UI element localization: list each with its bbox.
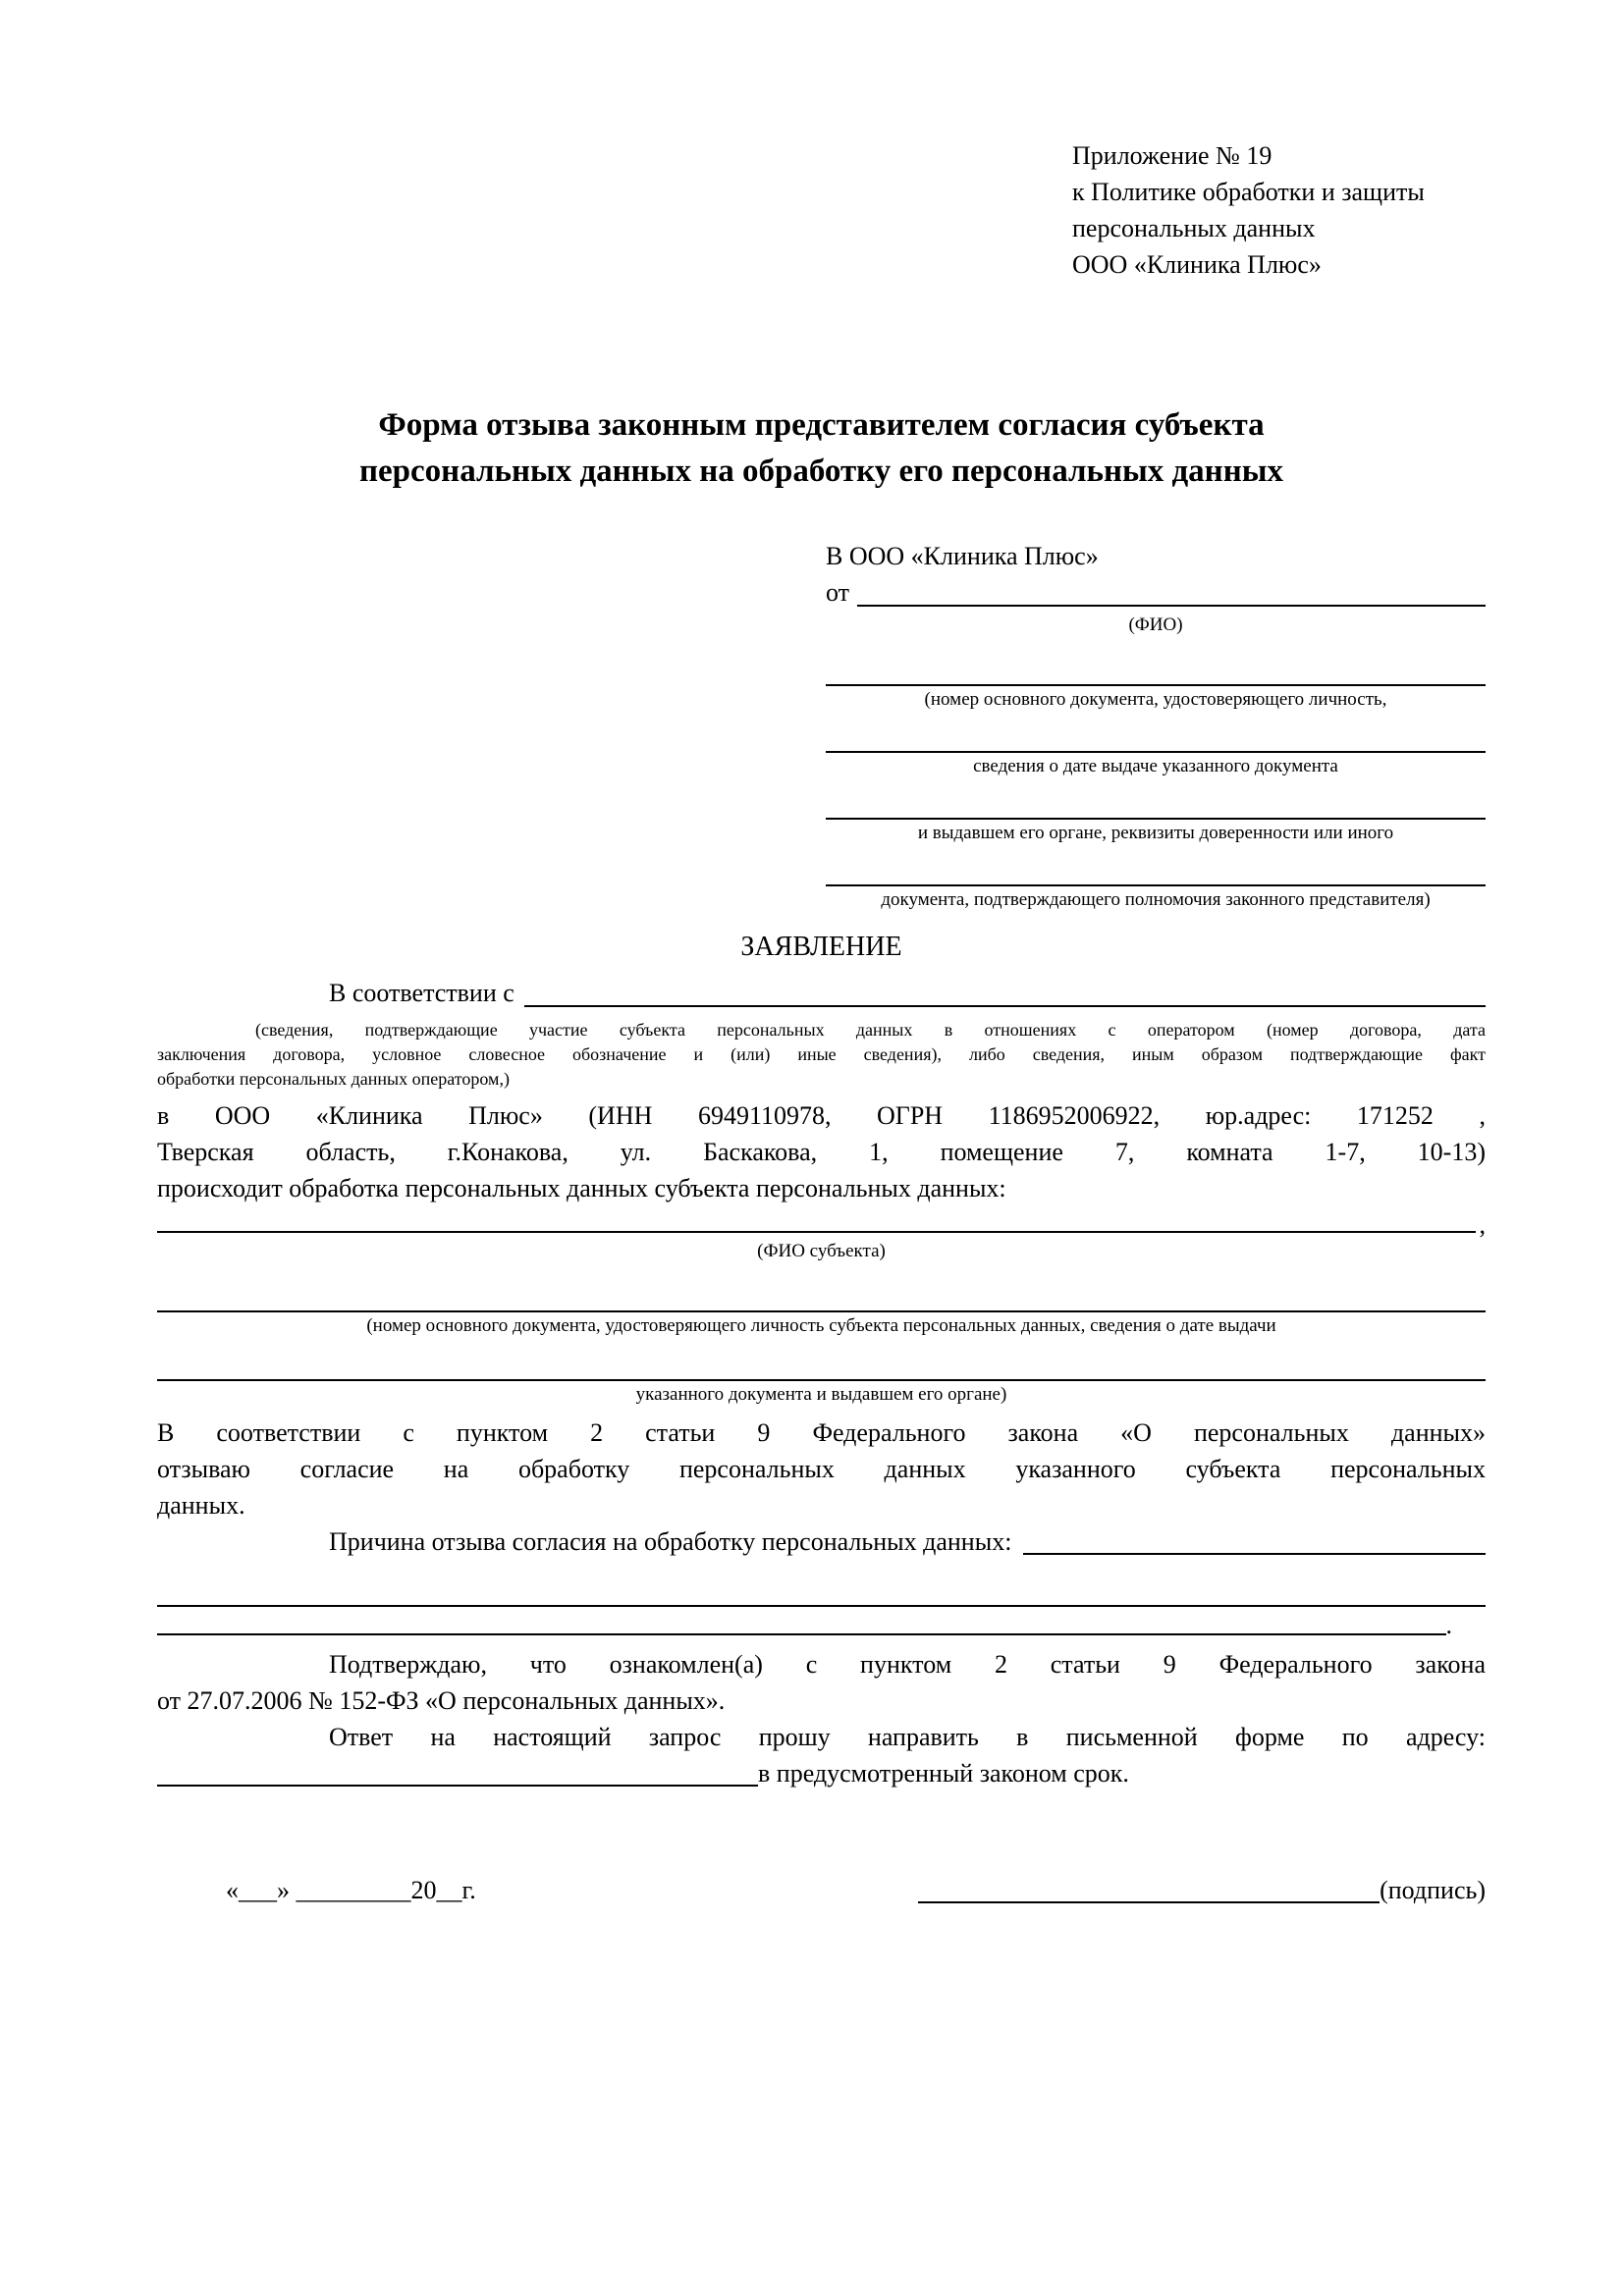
annex-block [1072, 137, 1486, 283]
annex-line-1: Приложение № 19 [1072, 141, 1272, 170]
authority-doc-caption: документа, подтверждающего полномочия законного представителя) [881, 889, 1431, 910]
reason-label: Причина отзыва согласия на обработку персональных данных: [329, 1527, 1012, 1556]
intro-label: В соответствии с [329, 979, 514, 1007]
annex-line-2: к Политике обработки и защиты [1072, 178, 1425, 206]
authority-doc-blank-line [826, 847, 1486, 886]
doc-issue-date-caption: сведения о дате выдаче указанного документа [973, 756, 1338, 776]
reason-blank-line-1 [1023, 1523, 1486, 1555]
subject-fio-caption: (ФИО субъекта) [757, 1241, 886, 1261]
trailing-comma: , [1479, 1210, 1486, 1239]
basis-blank-line [524, 975, 1486, 1007]
subject-doc-blank-line [157, 1279, 1486, 1312]
subject-fio-blank-line [157, 1206, 1476, 1233]
doc-number-caption: (номер основного документа, удостоверяющего личность, [924, 689, 1387, 710]
from-row [826, 574, 1486, 612]
withdrawal-paragraph [157, 1415, 1486, 1523]
representative-fio-blank-line [857, 574, 1486, 607]
recipient-block [826, 538, 1486, 914]
trailing-period: . [1445, 1611, 1452, 1639]
doc-number-blank-line [826, 651, 1486, 686]
subject-doc-caption-2: указанного документа и выдавшем его органе) [635, 1384, 1007, 1405]
annex-line-4: ООО «Клиника Плюс» [1072, 250, 1322, 279]
reason-end-row [157, 1607, 1486, 1640]
footer-row [157, 1872, 1486, 1908]
paragraph-indent [157, 1523, 329, 1560]
from-label: от [826, 578, 850, 607]
annex-line-3: персональных данных [1072, 214, 1316, 242]
fine-print-line-3: обработки персональных данных оператором,) [157, 1069, 510, 1089]
operator-line-2: Тверская область, г.Конакова, ул. Баскакова, 1, помещение 7, комната 1-7, 10-13) [157, 1138, 1486, 1166]
fine-print-line-1: (сведения, подтверждающие участие субъекта персональных данных в отношениях с оператором (номер договора, дата [255, 1020, 1486, 1040]
fio-caption: (ФИО) [1128, 614, 1183, 635]
document-title: Форма отзыва законным представителем согласия субъекта персональных данных на обработку его персональных данных [359, 407, 1283, 489]
withdrawal-line-2: отзываю согласие на обработку персональных данных указанного субъекта персональных [157, 1455, 1486, 1483]
date-line: «___» _________20__г. [226, 1876, 476, 1904]
reply-address-row [157, 1755, 1486, 1791]
subject-fio-row [157, 1206, 1486, 1238]
recipient-organization: В ООО «Клиника Плюс» [826, 542, 1099, 570]
reason-blank-line-3 [157, 1607, 1446, 1635]
signature-caption: (подпись) [1380, 1876, 1486, 1904]
reply-suffix: в предусмотренный законом срок. [758, 1759, 1129, 1788]
intro-row [157, 975, 1486, 1012]
fine-print-block [157, 1018, 1486, 1092]
confirm-line-1: Подтверждаю, что ознакомлен(а) с пунктом 2 статьи 9 Федерального закона [329, 1650, 1486, 1679]
subject-doc-caption-1: (номер основного документа, удостоверяющего личность субъекта персональных данных, сведения о дате выдачи [366, 1315, 1276, 1336]
paragraph-indent [157, 975, 329, 1012]
operator-paragraph [157, 1097, 1486, 1206]
reason-blank-line-2 [157, 1574, 1486, 1607]
operator-line-1: в ООО «Клиника Плюс» (ИНН 6949110978, ОГРН 1186952006922, юр.адрес: 171252 , [157, 1101, 1486, 1130]
fine-print-line-2: заключения договора, условное словесное обозначение и (или) иные сведения), либо сведения, иным образом подтверждающие факт [157, 1044, 1486, 1064]
reply-address-blank-line [157, 1755, 758, 1787]
withdrawal-line-3: данных. [157, 1491, 245, 1520]
statement-heading: ЗАЯВЛЕНИЕ [740, 932, 902, 962]
operator-line-3: происходит обработка персональных данных субъекта персональных данных: [157, 1174, 1006, 1202]
reason-row [157, 1523, 1486, 1560]
doc-issuer-blank-line [826, 780, 1486, 820]
confirm-line-2: от 27.07.2006 № 152-ФЗ «О персональных данных». [157, 1686, 726, 1715]
reply-line-1: Ответ на настоящий запрос прошу направить в письменной форме по адресу: [329, 1723, 1486, 1751]
doc-issue-date-blank-line [826, 714, 1486, 753]
signature-block [918, 1872, 1486, 1908]
subject-doc-issuer-blank-line [157, 1348, 1486, 1381]
confirmation-paragraph [157, 1646, 1486, 1755]
withdrawal-line-1: В соответствии с пунктом 2 статьи 9 Федерального закона «О персональных данных» [157, 1418, 1486, 1447]
signature-blank-line [918, 1872, 1380, 1903]
doc-issuer-caption: и выдавшем его органе, реквизиты доверенности или иного [917, 823, 1394, 843]
